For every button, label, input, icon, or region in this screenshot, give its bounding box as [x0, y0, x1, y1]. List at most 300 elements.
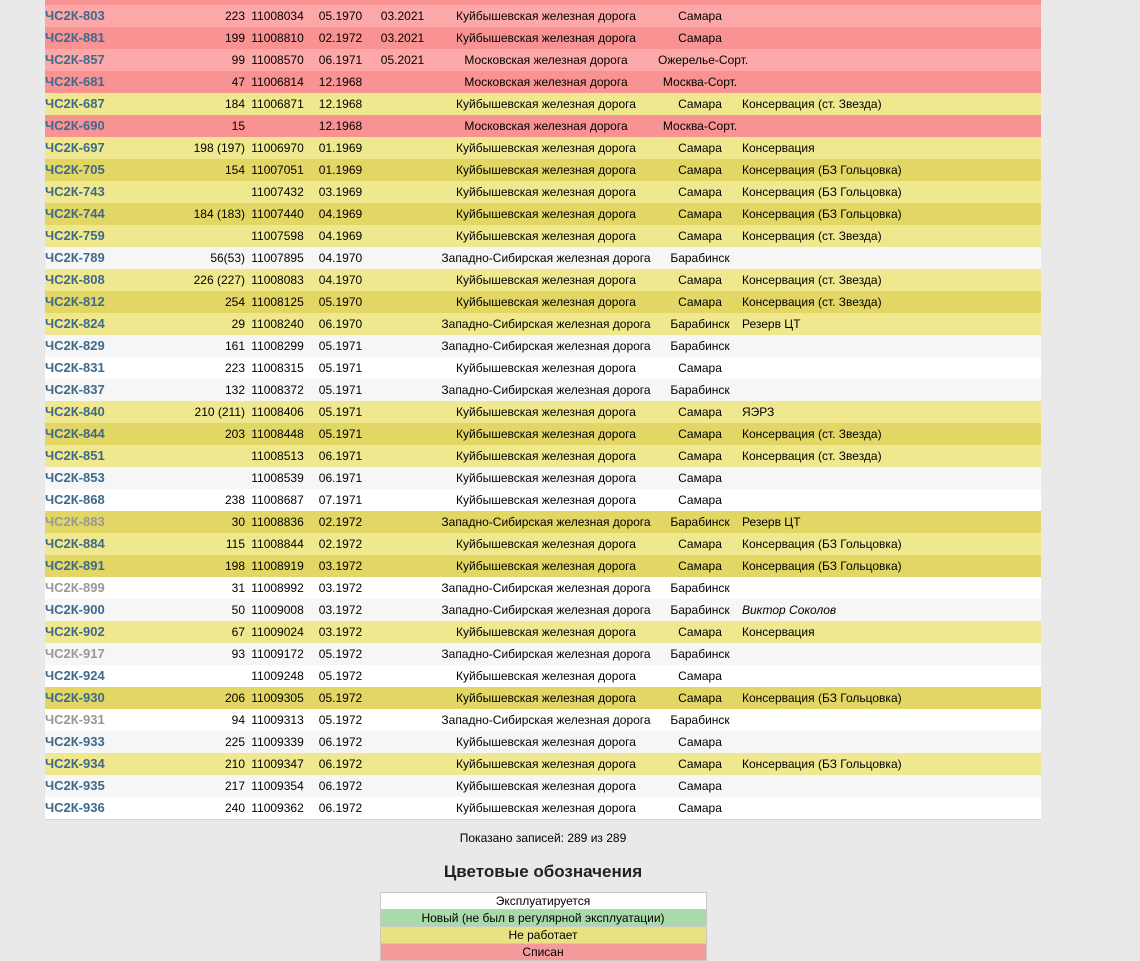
build-date-cell: 05.1971	[318, 382, 363, 397]
depot-cell: Самара	[678, 426, 722, 441]
railway-cell: Куйбышевская железная дорога	[456, 734, 636, 749]
table-row	[45, 269, 1041, 291]
table-row	[45, 71, 1041, 93]
factory-number-cell: 15	[231, 118, 245, 133]
loco-number-link[interactable]: ЧС2К-743	[45, 184, 105, 199]
loco-number-cell	[45, 335, 155, 357]
table-row	[45, 687, 1041, 709]
factory-number-cell: 154	[224, 162, 245, 177]
serial-number-cell: 11007432	[251, 184, 304, 199]
depot-cell: Самара	[678, 448, 722, 463]
factory-number-cell: 238	[224, 492, 245, 507]
table-row	[45, 797, 1041, 820]
factory-number-cell: 161	[224, 338, 245, 353]
build-date-cell: 05.1972	[318, 690, 363, 705]
note-cell: Консервация (ст. Звезда)	[742, 448, 882, 463]
retire-date-cell	[371, 423, 434, 445]
note-cell	[742, 115, 1041, 137]
depot-cell: Самара	[678, 470, 722, 485]
table-row	[45, 291, 1041, 313]
depot-cell: Барабинск	[670, 316, 730, 331]
note-cell: Виктор Соколов	[742, 602, 837, 617]
table-row	[45, 401, 1041, 423]
serial-number-cell: 11009347	[251, 756, 304, 771]
retire-date-cell	[371, 555, 434, 577]
loco-number-link[interactable]: ЧС2К-934	[45, 756, 105, 771]
factory-number-cell: 93	[231, 646, 245, 661]
serial-number-cell: 11009305	[251, 690, 304, 705]
note-cell: Консервация (БЗ Гольцовка)	[742, 536, 902, 551]
note-cell: Консервация	[742, 140, 815, 155]
depot-cell: Самара	[678, 492, 722, 507]
factory-number-cell: 198 (197)	[193, 140, 245, 155]
railway-cell: Западно-Сибирская железная дорога	[441, 646, 651, 661]
note-cell: Резерв ЦТ	[742, 514, 801, 529]
factory-number-cell: 184	[224, 96, 245, 111]
build-date-cell: 07.1971	[318, 492, 363, 507]
loco-number-link[interactable]: ЧС2К-824	[45, 316, 105, 331]
loco-number-cell	[45, 775, 155, 797]
loco-number-link[interactable]: ЧС2К-844	[45, 426, 105, 441]
build-date-cell: 05.1972	[318, 668, 363, 683]
factory-number-cell: 198	[224, 558, 245, 573]
note-cell	[742, 247, 1041, 269]
serial-number-cell: 11007895	[251, 250, 304, 265]
build-date-cell: 06.1970	[318, 316, 363, 331]
loco-number-link[interactable]: ЧС2К-902	[45, 624, 105, 639]
build-date-cell: 05.1970	[318, 8, 363, 23]
loco-number-cell	[45, 709, 155, 731]
retire-date-cell	[371, 709, 434, 731]
serial-number-cell: 11008406	[251, 404, 304, 419]
table-row	[45, 753, 1041, 775]
build-date-cell: 01.1969	[318, 162, 363, 177]
depot-cell: Москва-Сорт.	[662, 74, 738, 89]
loco-number-link[interactable]: ЧС2К-881	[45, 30, 105, 45]
loco-number-cell	[45, 5, 155, 27]
serial-number-cell: 11008299	[251, 338, 304, 353]
factory-number-cell: 210 (211)	[194, 404, 245, 419]
note-cell: Консервация (ст. Звезда)	[742, 228, 882, 243]
retire-date-cell	[371, 401, 434, 423]
serial-number-cell: 11009172	[251, 646, 304, 661]
railway-cell: Куйбышевская железная дорога	[456, 184, 636, 199]
railway-cell: Куйбышевская железная дорога	[456, 536, 636, 551]
railway-cell: Куйбышевская железная дорога	[456, 470, 636, 485]
railway-cell: Куйбышевская железная дорога	[456, 8, 636, 23]
table-row	[45, 49, 1041, 71]
factory-number-cell: 240	[224, 800, 245, 815]
factory-number-cell: 199	[224, 30, 245, 45]
build-date-cell: 04.1969	[318, 206, 363, 221]
loco-table-body	[45, 5, 1041, 820]
railway-cell: Западно-Сибирская железная дорога	[441, 580, 651, 595]
retire-date-cell	[371, 379, 434, 401]
depot-cell: Барабинск	[670, 338, 730, 353]
railway-cell: Куйбышевская железная дорога	[456, 206, 636, 221]
railway-cell: Куйбышевская железная дорога	[456, 360, 636, 375]
build-date-cell: 03.1972	[318, 624, 363, 639]
retire-date-cell	[371, 731, 434, 753]
railway-cell: Московская железная дорога	[464, 118, 628, 133]
note-cell: ЯЭРЗ	[742, 404, 775, 419]
table-row	[45, 643, 1041, 665]
serial-number-cell	[245, 115, 310, 137]
loco-number-link[interactable]: ЧС2К-851	[45, 448, 105, 463]
loco-number-link[interactable]: ЧС2К-935	[45, 778, 105, 793]
legend-row	[380, 893, 706, 910]
table-row	[45, 489, 1041, 511]
build-date-cell: 06.1972	[318, 800, 363, 815]
loco-number-link[interactable]: ЧС2К-931	[45, 712, 105, 727]
loco-number-link[interactable]: ЧС2К-900	[45, 602, 105, 617]
note-cell: Консервация (ст. Звезда)	[742, 294, 882, 309]
loco-number-link[interactable]: ЧС2К-924	[45, 668, 105, 683]
loco-number-link[interactable]: ЧС2К-808	[45, 272, 105, 287]
loco-number-cell	[45, 357, 155, 379]
note-cell	[742, 797, 1041, 820]
depot-cell: Самара	[678, 690, 722, 705]
retire-date-cell	[371, 775, 434, 797]
railway-cell: Московская железная дорога	[464, 52, 628, 67]
table-row	[45, 665, 1041, 687]
serial-number-cell: 11006871	[251, 96, 304, 111]
railway-cell: Куйбышевская железная дорога	[456, 668, 636, 683]
loco-number-link[interactable]: ЧС2К-930	[45, 690, 105, 705]
retire-date-cell	[371, 445, 434, 467]
loco-number-cell	[45, 291, 155, 313]
depot-cell: Барабинск	[670, 646, 730, 661]
serial-number-cell: 11009313	[251, 712, 304, 727]
serial-number-cell: 11008240	[251, 316, 304, 331]
factory-number-cell: 115	[225, 536, 245, 551]
table-row	[45, 511, 1041, 533]
retire-date-cell	[371, 335, 434, 357]
note-cell: Консервация (БЗ Гольцовка)	[742, 184, 902, 199]
depot-cell: Самара	[678, 778, 722, 793]
loco-number-cell	[45, 533, 155, 555]
serial-number-cell: 11006970	[251, 140, 304, 155]
table-row	[45, 731, 1041, 753]
loco-number-cell	[45, 797, 155, 820]
retire-date-cell	[371, 621, 434, 643]
loco-number-link[interactable]: ЧС2К-812	[45, 294, 105, 309]
build-date-cell: 12.1968	[318, 96, 363, 111]
content-column	[45, 0, 1041, 961]
build-date-cell: 06.1972	[318, 778, 363, 793]
note-cell: Консервация (БЗ Гольцовка)	[742, 206, 902, 221]
build-date-cell: 05.1971	[318, 404, 363, 419]
loco-number-cell	[45, 71, 155, 93]
note-cell: Консервация (БЗ Гольцовка)	[742, 558, 902, 573]
note-cell: Консервация	[742, 624, 815, 639]
railway-cell: Куйбышевская железная дорога	[456, 448, 636, 463]
note-cell: Консервация (ст. Звезда)	[742, 426, 882, 441]
loco-number-cell	[45, 621, 155, 643]
serial-number-cell: 11008836	[251, 514, 304, 529]
serial-number-cell: 11008315	[251, 360, 304, 375]
depot-cell: Самара	[678, 756, 722, 771]
retire-date-cell	[371, 225, 434, 247]
note-cell	[742, 709, 1041, 731]
railway-cell: Куйбышевская железная дорога	[456, 140, 636, 155]
note-cell: Консервация (ст. Звезда)	[742, 96, 882, 111]
build-date-cell: 06.1971	[318, 448, 363, 463]
build-date-cell: 05.1970	[318, 294, 363, 309]
records-count: Показано записей: 289 из 289	[459, 831, 627, 845]
note-cell: Консервация (ст. Звезда)	[742, 272, 882, 287]
depot-cell: Ожерелье-Сорт.	[658, 52, 749, 67]
loco-number-cell	[45, 731, 155, 753]
loco-number-link[interactable]: ЧС2К-697	[45, 140, 105, 155]
note-cell	[742, 731, 1041, 753]
note-cell	[742, 379, 1041, 401]
railway-cell: Куйбышевская железная дорога	[456, 426, 636, 441]
retire-date-cell	[371, 687, 434, 709]
depot-cell: Барабинск	[670, 250, 730, 265]
railway-cell: Куйбышевская железная дорога	[456, 558, 636, 573]
serial-number-cell: 11008513	[251, 448, 304, 463]
retire-date-cell	[371, 467, 434, 489]
table-row	[45, 533, 1041, 555]
build-date-cell: 02.1972	[318, 514, 363, 529]
loco-number-link[interactable]: ЧС2К-759	[45, 228, 105, 243]
legend-label: Новый (не был в регулярной эксплуатации)	[380, 910, 706, 927]
loco-number-link[interactable]: ЧС2К-789	[45, 250, 105, 265]
railway-cell: Западно-Сибирская железная дорога	[441, 602, 651, 617]
loco-number-link[interactable]: ЧС2К-853	[45, 470, 105, 485]
note-cell: Консервация (БЗ Гольцовка)	[742, 756, 902, 771]
build-date-cell: 02.1972	[318, 30, 363, 45]
table-row	[45, 379, 1041, 401]
table-row	[45, 357, 1041, 379]
table-row	[45, 621, 1041, 643]
note-cell	[742, 27, 1041, 49]
depot-cell: Самара	[678, 228, 722, 243]
table-row	[45, 27, 1041, 49]
retire-date-cell	[371, 511, 434, 533]
railway-cell: Западно-Сибирская железная дорога	[441, 250, 651, 265]
factory-number-cell: 223	[224, 8, 245, 23]
table-row	[45, 5, 1041, 27]
railway-cell: Западно-Сибирская железная дорога	[441, 316, 651, 331]
serial-number-cell: 11008083	[251, 272, 304, 287]
serial-number-cell: 11008125	[251, 294, 304, 309]
loco-number-cell	[45, 49, 155, 71]
depot-cell: Самара	[678, 206, 722, 221]
depot-cell: Барабинск	[670, 382, 730, 397]
legend-row	[380, 927, 706, 944]
loco-number-cell	[45, 489, 155, 511]
loco-number-link[interactable]: ЧС2К-840	[45, 404, 105, 419]
loco-number-link[interactable]: ЧС2К-936	[45, 800, 105, 815]
note-cell	[742, 577, 1041, 599]
retire-date-cell	[371, 665, 434, 687]
serial-number-cell: 11008539	[251, 470, 304, 485]
loco-number-link[interactable]: ЧС2К-681	[45, 74, 105, 89]
loco-number-cell	[45, 379, 155, 401]
build-date-cell: 04.1970	[318, 250, 363, 265]
loco-number-link[interactable]: ЧС2К-705	[45, 162, 105, 177]
loco-number-link[interactable]: ЧС2К-891	[45, 558, 105, 573]
table-row	[45, 225, 1041, 247]
depot-cell: Барабинск	[670, 712, 730, 727]
serial-number-cell: 11009362	[251, 800, 304, 815]
retire-date-cell	[371, 313, 434, 335]
loco-number-cell	[45, 577, 155, 599]
serial-number-cell: 11009339	[251, 734, 304, 749]
loco-number-cell	[45, 247, 155, 269]
build-date-cell: 05.1971	[318, 426, 363, 441]
factory-number-cell: 132	[224, 382, 245, 397]
depot-cell: Самара	[678, 624, 722, 639]
factory-number-cell	[155, 665, 245, 687]
loco-number-link[interactable]: ЧС2К-687	[45, 96, 105, 111]
legend-row	[380, 910, 706, 927]
serial-number-cell: 11007051	[251, 162, 304, 177]
retire-date-cell	[371, 203, 434, 225]
factory-number-cell: 225	[224, 734, 245, 749]
loco-number-link[interactable]: ЧС2К-933	[45, 734, 105, 749]
depot-cell: Самара	[678, 800, 722, 815]
depot-cell: Самара	[678, 404, 722, 419]
loco-number-cell	[45, 687, 155, 709]
depot-cell: Самара	[678, 558, 722, 573]
table-row	[45, 115, 1041, 137]
loco-number-cell	[45, 467, 155, 489]
loco-number-link[interactable]: ЧС2К-857	[45, 52, 105, 67]
note-cell: Консервация (БЗ Гольцовка)	[742, 162, 902, 177]
table-row	[45, 247, 1041, 269]
factory-number-cell	[155, 181, 245, 203]
loco-number-cell	[45, 445, 155, 467]
railway-cell: Куйбышевская железная дорога	[456, 800, 636, 815]
build-date-cell: 03.1969	[318, 184, 363, 199]
loco-number-cell	[45, 753, 155, 775]
loco-number-link[interactable]: ЧС2К-803	[45, 8, 105, 23]
loco-number-cell	[45, 401, 155, 423]
note-cell	[742, 5, 1041, 27]
build-date-cell: 03.1972	[318, 580, 363, 595]
loco-number-link[interactable]: ЧС2К-884	[45, 536, 105, 551]
depot-cell: Самара	[678, 536, 722, 551]
table-row	[45, 775, 1041, 797]
railway-cell: Западно-Сибирская железная дорога	[441, 382, 651, 397]
depot-cell: Москва-Сорт.	[662, 118, 738, 133]
factory-number-cell	[155, 445, 245, 467]
note-cell: Консервация (БЗ Гольцовка)	[742, 690, 902, 705]
railway-cell: Куйбышевская железная дорога	[456, 404, 636, 419]
serial-number-cell: 11008448	[251, 426, 304, 441]
loco-number-link[interactable]: ЧС2К-883	[45, 514, 105, 529]
table-row	[45, 599, 1041, 621]
depot-cell: Барабинск	[670, 602, 730, 617]
locomotive-table	[45, 5, 1041, 820]
retire-date-cell	[371, 93, 434, 115]
depot-cell: Самара	[678, 294, 722, 309]
loco-number-link[interactable]: ЧС2К-917	[45, 646, 105, 661]
note-cell	[742, 489, 1041, 511]
railway-cell: Куйбышевская железная дорога	[456, 228, 636, 243]
factory-number-cell: 56(53)	[210, 250, 245, 265]
depot-cell: Самара	[678, 162, 722, 177]
factory-number-cell: 210	[224, 756, 245, 771]
legend-row	[380, 944, 706, 961]
note-cell	[742, 357, 1041, 379]
factory-number-cell: 206	[224, 690, 245, 705]
loco-number-cell	[45, 137, 155, 159]
table-row	[45, 93, 1041, 115]
loco-number-cell	[45, 93, 155, 115]
note-cell	[742, 775, 1041, 797]
retire-date-cell	[371, 753, 434, 775]
loco-number-cell	[45, 269, 155, 291]
railway-cell: Куйбышевская железная дорога	[456, 690, 636, 705]
legend-label: Списан	[380, 944, 706, 961]
loco-number-cell	[45, 511, 155, 533]
build-date-cell: 05.1972	[318, 712, 363, 727]
loco-number-cell	[45, 643, 155, 665]
table-row	[45, 159, 1041, 181]
serial-number-cell: 11008687	[251, 492, 304, 507]
loco-number-link[interactable]: ЧС2К-690	[45, 118, 105, 133]
serial-number-cell: 11006814	[251, 74, 304, 89]
legend-label: Эксплуатируется	[380, 893, 706, 910]
build-date-cell: 06.1971	[318, 52, 363, 67]
note-cell	[742, 467, 1041, 489]
note-cell	[742, 335, 1041, 357]
loco-number-link[interactable]: ЧС2К-831	[45, 360, 105, 375]
loco-number-cell	[45, 159, 155, 181]
serial-number-cell: 11008992	[251, 580, 304, 595]
loco-number-link[interactable]: ЧС2К-837	[45, 382, 105, 397]
loco-number-link[interactable]: ЧС2К-744	[45, 206, 105, 221]
table-row	[45, 709, 1041, 731]
loco-number-cell	[45, 599, 155, 621]
retire-date-cell	[371, 797, 434, 820]
retire-date-cell: 03.2021	[380, 30, 425, 45]
factory-number-cell: 99	[231, 52, 245, 67]
loco-number-link[interactable]: ЧС2К-899	[45, 580, 105, 595]
build-date-cell: 03.1972	[318, 558, 363, 573]
retire-date-cell	[371, 181, 434, 203]
build-date-cell: 12.1968	[318, 74, 363, 89]
build-date-cell: 03.1972	[318, 602, 363, 617]
loco-number-cell	[45, 203, 155, 225]
serial-number-cell: 11009354	[251, 778, 304, 793]
note-cell	[742, 643, 1041, 665]
legend-title: Цветовые обозначения	[443, 862, 643, 881]
factory-number-cell: 31	[231, 580, 245, 595]
legend-body	[380, 893, 706, 961]
loco-number-link[interactable]: ЧС2К-829	[45, 338, 105, 353]
depot-cell: Самара	[678, 184, 722, 199]
depot-cell: Самара	[678, 734, 722, 749]
retire-date-cell	[371, 643, 434, 665]
railway-cell: Куйбышевская железная дорога	[456, 162, 636, 177]
factory-number-cell: 254	[224, 294, 245, 309]
table-row	[45, 555, 1041, 577]
depot-cell: Самара	[678, 272, 722, 287]
loco-number-cell	[45, 27, 155, 49]
loco-number-link[interactable]: ЧС2К-868	[45, 492, 105, 507]
build-date-cell: 06.1971	[318, 470, 363, 485]
railway-cell: Куйбышевская железная дорога	[456, 492, 636, 507]
build-date-cell: 04.1970	[318, 272, 363, 287]
factory-number-cell: 94	[231, 712, 245, 727]
loco-number-cell	[45, 115, 155, 137]
table-row	[45, 577, 1041, 599]
